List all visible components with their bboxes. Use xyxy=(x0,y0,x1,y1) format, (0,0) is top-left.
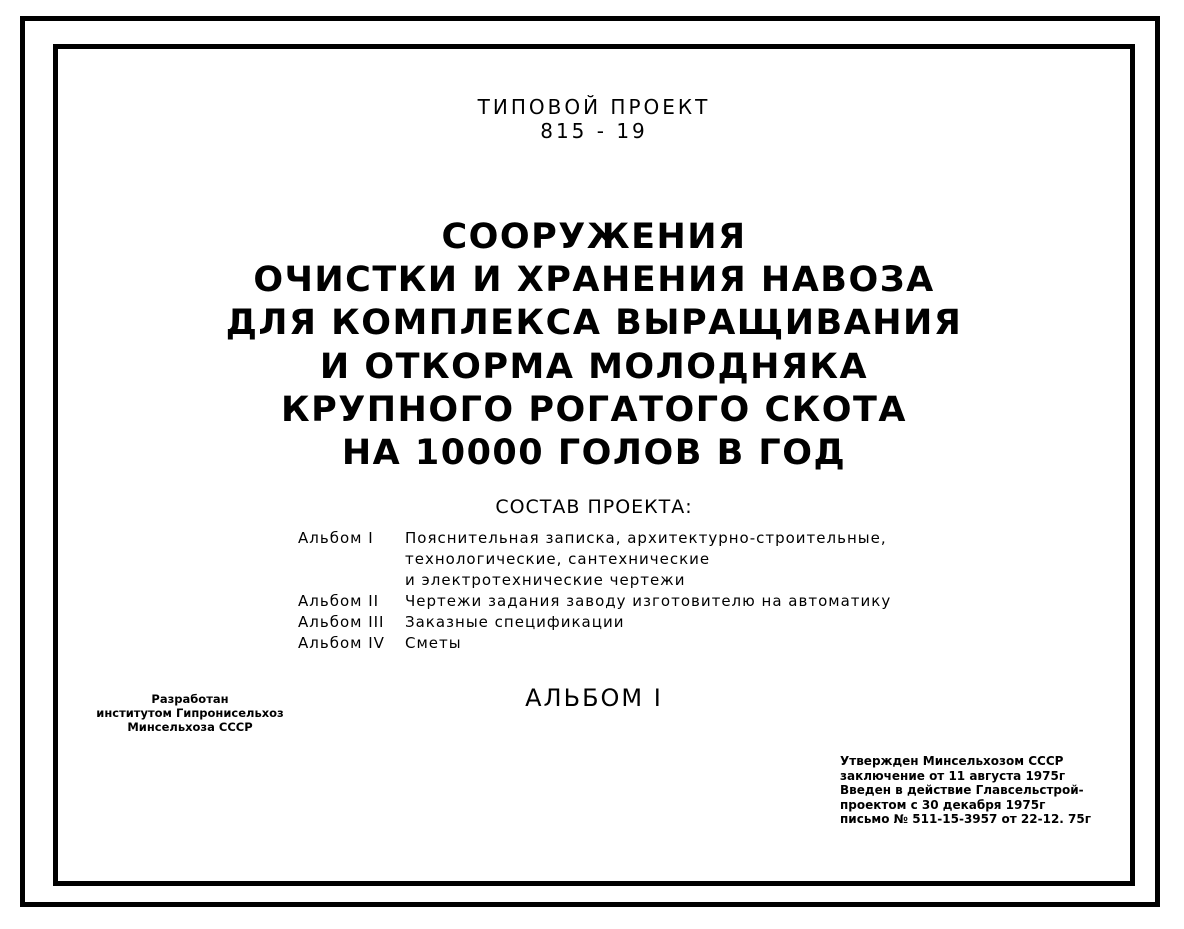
approval-line: заключение от 11 августа 1975г xyxy=(840,768,1066,783)
title-line: ОЧИСТКИ И ХРАНЕНИЯ НАВОЗА xyxy=(253,260,935,301)
album-label: Альбом III xyxy=(298,613,385,631)
albums-list xyxy=(298,528,891,654)
album-description: Чертежи задания заводу изготовителю на автоматику xyxy=(405,592,892,610)
title-line: НА 10000 ГОЛОВ В ГОД xyxy=(341,433,847,474)
album-description-continued: технологические, сантехнические xyxy=(405,550,711,568)
title-line: И ОТКОРМА МОЛОДНЯКА xyxy=(319,346,869,387)
approval-line: Введен в действие Главсельстрой- xyxy=(840,783,1084,797)
album-entry xyxy=(298,633,891,654)
album-label: Альбом II xyxy=(298,592,380,610)
approval-line: проектом с 30 декабря 1975г xyxy=(840,797,1046,812)
approval-line: письмо № 511-15-3957 от 22-12. 75г xyxy=(840,812,1091,826)
album-label: Альбом I xyxy=(298,529,374,547)
developer-line: Минсельхоза СССР xyxy=(127,720,253,734)
album-entry xyxy=(298,528,891,549)
album-entry xyxy=(298,591,891,612)
album-description: Пояснительная записка, архитектурно-строительные, xyxy=(405,529,887,547)
album-description: Заказные спецификации xyxy=(405,613,625,631)
album-entry xyxy=(298,612,891,633)
developer-block xyxy=(80,692,300,734)
current-album-label: АЛЬБОМ I xyxy=(525,684,663,712)
approval-block xyxy=(840,754,1091,827)
approval-line: Утвержден Минсельхозом СССР xyxy=(840,754,1064,768)
album-description-continued: и электротехнические чертежи xyxy=(405,571,686,589)
developer-line: институтом Гипронисельхоз xyxy=(96,706,284,720)
project-type: ТИПОВОЙ ПРОЕКТ xyxy=(477,95,711,119)
project-number: 815 - 19 xyxy=(540,119,648,143)
project-title xyxy=(53,216,1135,475)
title-line: СООРУЖЕНИЯ xyxy=(441,217,747,257)
title-line: КРУПНОГО РОГАТОГО СКОТА xyxy=(281,389,907,430)
developer-line: Разработан xyxy=(151,692,229,706)
title-line: ДЛЯ КОМПЛЕКСА ВЫРАЩИВАНИЯ xyxy=(225,303,963,344)
contents-heading: СОСТАВ ПРОЕКТА: xyxy=(495,496,693,518)
album-label: Альбом IV xyxy=(298,634,385,652)
album-description: Сметы xyxy=(405,634,462,652)
